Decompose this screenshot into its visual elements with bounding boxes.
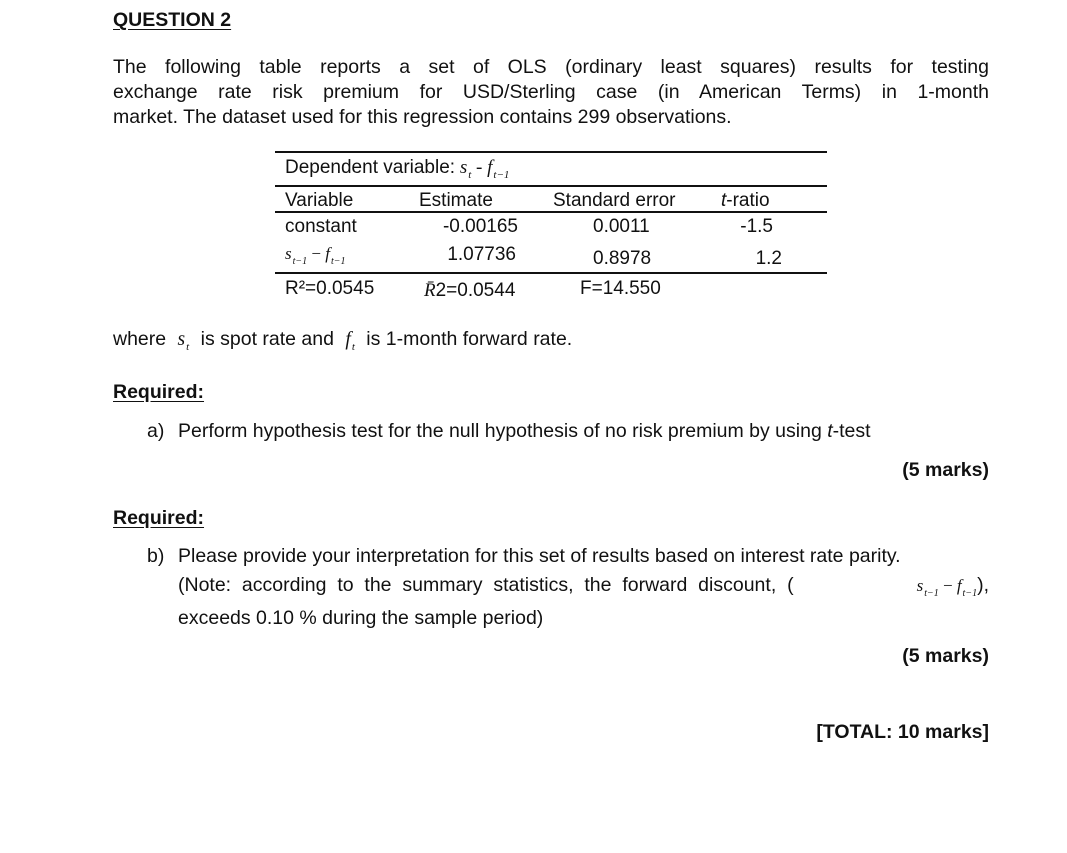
table-top-rule: [275, 151, 827, 153]
header-estimate: Estimate: [419, 190, 493, 211]
row-forward-discount-t-ratio: 1.2: [755, 248, 782, 269]
dependent-variable-label: Dependent variable: $s_t - f_{t-1}$: [285, 157, 510, 181]
row-constant-t-ratio: -1.5: [740, 216, 773, 237]
intro-line-3: market. The dataset used for this regression contains 299 observations.: [113, 106, 732, 128]
header-variable: Variable: [285, 190, 354, 211]
part-a-question: Perform hypothesis test for the null hypothesis of no risk premium by using t-test: [178, 420, 871, 442]
intro-line-2: exchange rate risk premium for USD/Sterling case (in American Terms) in 1-month: [113, 81, 989, 103]
intro-paragraph: [113, 55, 989, 130]
required-label-a: Required:: [113, 381, 205, 403]
table-bottom-rule: [275, 272, 827, 274]
definition-line: where $s_t$ is spot rate and $f_t$ is 1-month forward rate.: [113, 328, 573, 353]
table-subheader-rule: [275, 211, 827, 213]
part-b-letter: b): [147, 545, 165, 567]
row-forward-discount-variable: $s_{t-1} - f_{t-1}$: [285, 244, 346, 267]
question-heading: QUESTION 2: [113, 9, 232, 31]
part-b-line-3: exceeds 0.10 % during the sample period): [178, 607, 544, 629]
part-a-marks: (5 marks): [902, 459, 989, 481]
part-b-marks: (5 marks): [902, 645, 989, 667]
header-standard-error: Standard error: [553, 190, 676, 211]
row-forward-discount-std-error: 0.8978: [593, 248, 652, 269]
adjusted-r-squared: R̄2=0.0544: [424, 280, 516, 301]
table-header-rule: [275, 185, 827, 187]
row-constant-variable: constant: [285, 216, 357, 237]
required-label-b: Required:: [113, 507, 205, 529]
intro-line-1: The following table reports a set of OLS (ordinary least squares) results for testing: [113, 56, 989, 78]
r-squared: R²=0.0545: [285, 278, 375, 299]
part-b-line-2: (Note: according to the summary statistics, the forward discount, ( $s_{t-1} - f_{t-1}$),: [178, 574, 989, 599]
dependent-expr: $s_t - f_{t-1}$: [459, 157, 510, 181]
f-statistic: F=14.550: [580, 278, 661, 299]
part-b-line-1: Please provide your interpretation for this set of results based on interest rate parity.: [178, 545, 901, 567]
total-marks: [TOTAL: 10 marks]: [816, 721, 989, 743]
header-t-ratio: t-ratio: [721, 190, 770, 211]
row-forward-discount-estimate: 1.07736: [447, 244, 516, 265]
part-a-letter: a): [147, 420, 165, 442]
row-constant-estimate: -0.00165: [442, 216, 518, 237]
row-constant-std-error: 0.0011: [593, 216, 650, 237]
